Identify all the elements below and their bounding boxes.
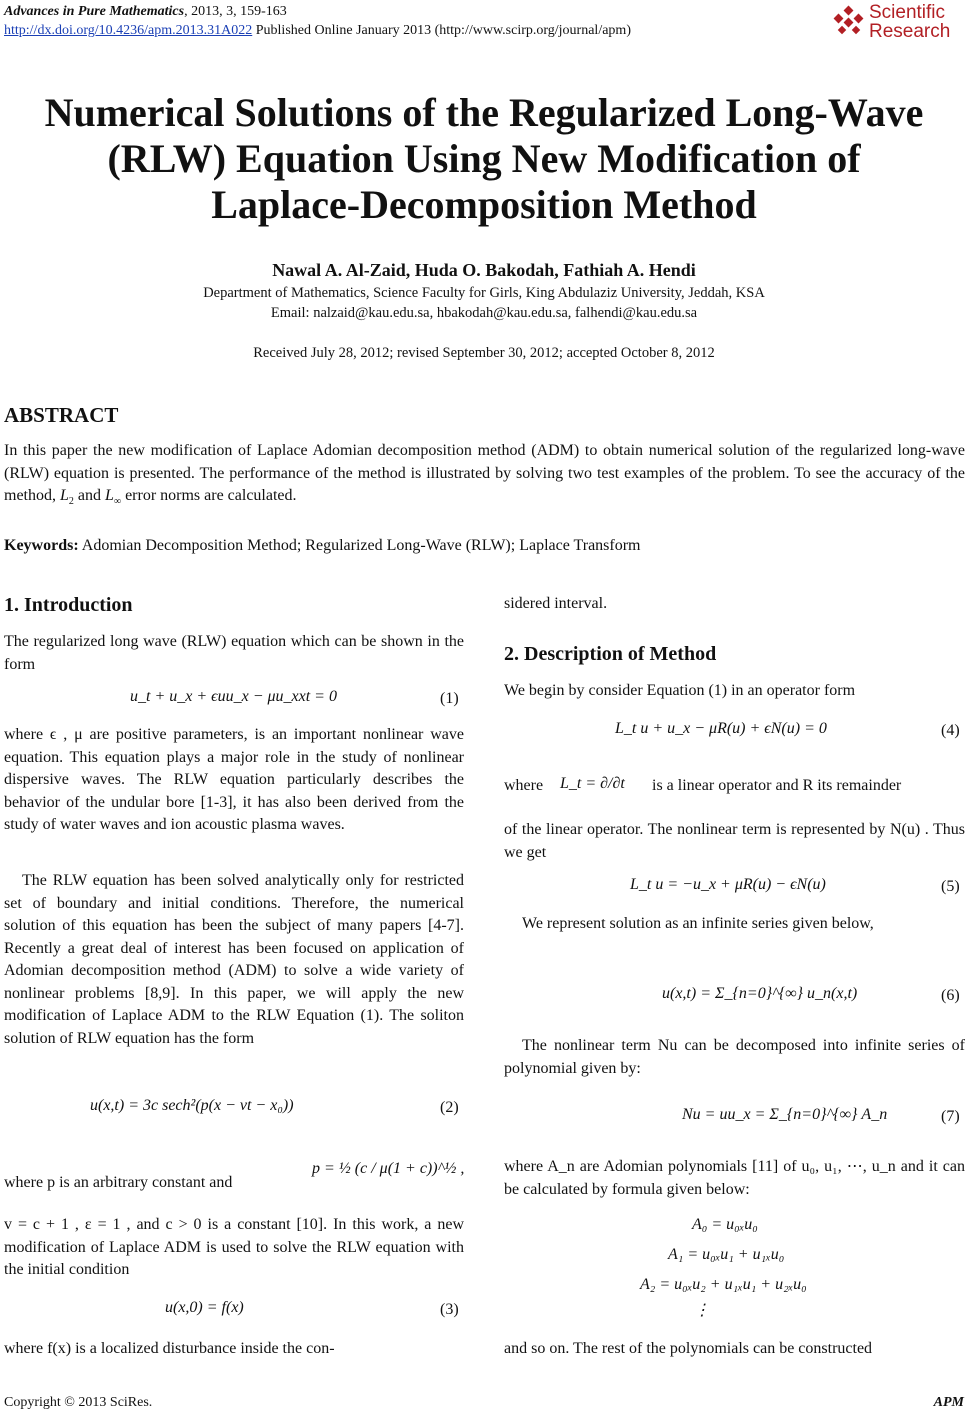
logo-mark-icon: [833, 5, 867, 39]
method-paragraph-2a: where: [504, 777, 544, 794]
keywords-text: Adomian Decomposition Method; Regularized Long-Wave (RLW); Laplace Transform: [78, 537, 641, 554]
method-paragraph-3: of the linear operator. The nonlinear term is represented by N(u) . Thus we get: [504, 821, 965, 861]
equation-6: u(x,t) = Σ_{n=0}^{∞} u_n(x,t): [662, 985, 858, 1002]
doi-link[interactable]: http://dx.doi.org/10.4236/apm.2013.31A022: [4, 23, 253, 38]
equation-1: u_t + u_x + ϵuu_x − μu_xxt = 0: [130, 688, 337, 705]
equation-7: Nu = uu_x = Σ_{n=0}^{∞} A_n: [682, 1106, 888, 1123]
equation-p: p = ½ (c / μ(1 + c))^½ ,: [312, 1160, 465, 1177]
method-paragraph-1: We begin by consider Equation (1) in an operator form: [504, 682, 856, 699]
equation-4-number: (4): [941, 722, 960, 739]
authors: Nawal A. Al-Zaid, Huda O. Bakodah, Fathiah A. Hendi: [272, 260, 696, 280]
adomian-a1: A₁ = u₀ₓu₁ + u₁ₓu₀: [668, 1246, 785, 1263]
emails: Email: nalzaid@kau.edu.sa, hbakodah@kau.edu.sa, falhendi@kau.edu.sa: [270, 305, 698, 321]
equation-5-number: (5): [941, 878, 960, 895]
paper-title: [40, 90, 928, 228]
equation-2-number: (2): [440, 1099, 459, 1116]
keywords: [4, 535, 965, 558]
affiliation: Department of Mathematics, Science Faculty for Girls, King Abdulaziz University, Jeddah, KSA: [203, 285, 765, 301]
footer-journal: APM: [933, 1395, 964, 1410]
equation-lt: L_t = ∂/∂t: [560, 775, 625, 792]
equation-3-number: (3): [440, 1301, 459, 1318]
volume-info: , 2013, 3, 159-163: [184, 4, 287, 19]
method-paragraph-6: where A_n are Adomian polynomials [11] of u₀, u₁, ⋯, u_n and it can be calculated by formula given below:: [504, 1158, 965, 1198]
method-paragraph-5: The nonlinear term Nu can be decomposed into infinite series of polynomial given by:: [504, 1037, 965, 1077]
title-line-3: Laplace-Decomposition Method: [211, 182, 757, 227]
equation-7-number: (7): [941, 1108, 960, 1125]
intro-paragraph-4: where p is an arbitrary constant and: [4, 1174, 233, 1191]
equation-6-number: (6): [941, 987, 960, 1004]
method-paragraph-4: We represent solution as an infinite series given below,: [522, 915, 874, 932]
intro-paragraph-6: where f(x) is a localized disturbance inside the con-: [4, 1340, 335, 1357]
intro-paragraph-5: v = c + 1 , ε = 1 , and c > 0 is a constant [10]. In this work, a new modification of Laplace ADM is used to solve the RLW equation with the initial condition: [4, 1216, 464, 1278]
abstract-text: In this paper the new modification of Laplace Adomian decomposition method (ADM) to obtain numerical solution of the regularized long-wave (RLW) equation is presented. The performance of the method is illustrated by solving two test examples of the problem. To see the accuracy of the method, $L_2$ and $L_\infty$ error norms are calculated.: [4, 442, 965, 508]
logo-word-2: Research: [869, 21, 951, 42]
equation-5: L_t u = −u_x + μR(u) − ϵN(u): [630, 876, 826, 893]
intro-paragraph-1: The regularized long wave (RLW) equation which can be shown in the form: [4, 633, 464, 673]
footer-copyright: Copyright © 2013 SciRes.: [4, 1395, 153, 1410]
abstract-heading: ABSTRACT: [4, 403, 119, 427]
section-1-heading: 1. Introduction: [4, 594, 133, 616]
received-dates: Received July 28, 2012; revised September 30, 2012; accepted October 8, 2012: [253, 345, 715, 361]
title-line-2: (RLW) Equation Using New Modification of: [107, 136, 861, 181]
continued-text: sidered interval.: [504, 595, 608, 612]
keywords-label: Keywords:: [4, 537, 79, 554]
equation-3: u(x,0) = f(x): [165, 1299, 244, 1316]
intro-paragraph-3: The RLW equation has been solved analytically only for restricted set of boundary and initial conditions. Therefore, the numerical solution of this equation has been the subject of many papers [4-7]. Recently a great deal of interest has been focused on application of Adomian decomposition method (ADM) to solve a wide variety of nonlinear problems [8,9]. In this paper, we will apply the new modification of Laplace ADM to the RLW Equation (1). The soliton solution of RLW equation has the form: [4, 872, 464, 1047]
title-line-1: Numerical Solutions of the Regularized Long-Wave: [44, 90, 924, 135]
publisher-logo: [833, 2, 958, 42]
adomian-a0: A₀ = u₀ₓu₀: [692, 1216, 758, 1233]
equation-4: L_t u + u_x − μR(u) + ϵN(u) = 0: [615, 720, 827, 737]
method-paragraph-2b: is a linear operator and R its remainder: [652, 777, 902, 794]
published-info: Published Online January 2013 (http://www.scirp.org/journal/apm): [252, 23, 631, 38]
journal-name: Advances in Pure Mathematics: [4, 4, 185, 19]
method-paragraph-7: and so on. The rest of the polynomials can be constructed: [504, 1340, 873, 1357]
vertical-ellipsis: ⋮: [694, 1302, 710, 1319]
section-2-heading: 2. Description of Method: [504, 643, 717, 665]
intro-paragraph-2: where ϵ , μ are positive parameters, is an important nonlinear wave equation. This equation plays a major role in the study of nonlinear dispersive waves. The RLW equation particularly describes the behavior of the undular bore [1-3], it has also been derived from the study of water waves and ion acoustic plasma waves.: [4, 726, 464, 833]
equation-1-number: (1): [440, 690, 459, 707]
equation-2: u(x,t) = 3c sech²(p(x − vt − x₀)): [90, 1097, 294, 1114]
adomian-a2: A₂ = u₀ₓu₂ + u₁ₓu₁ + u₂ₓu₀: [640, 1276, 807, 1293]
logo-word-1: Scientific: [869, 2, 946, 23]
running-header: [4, 2, 631, 40]
